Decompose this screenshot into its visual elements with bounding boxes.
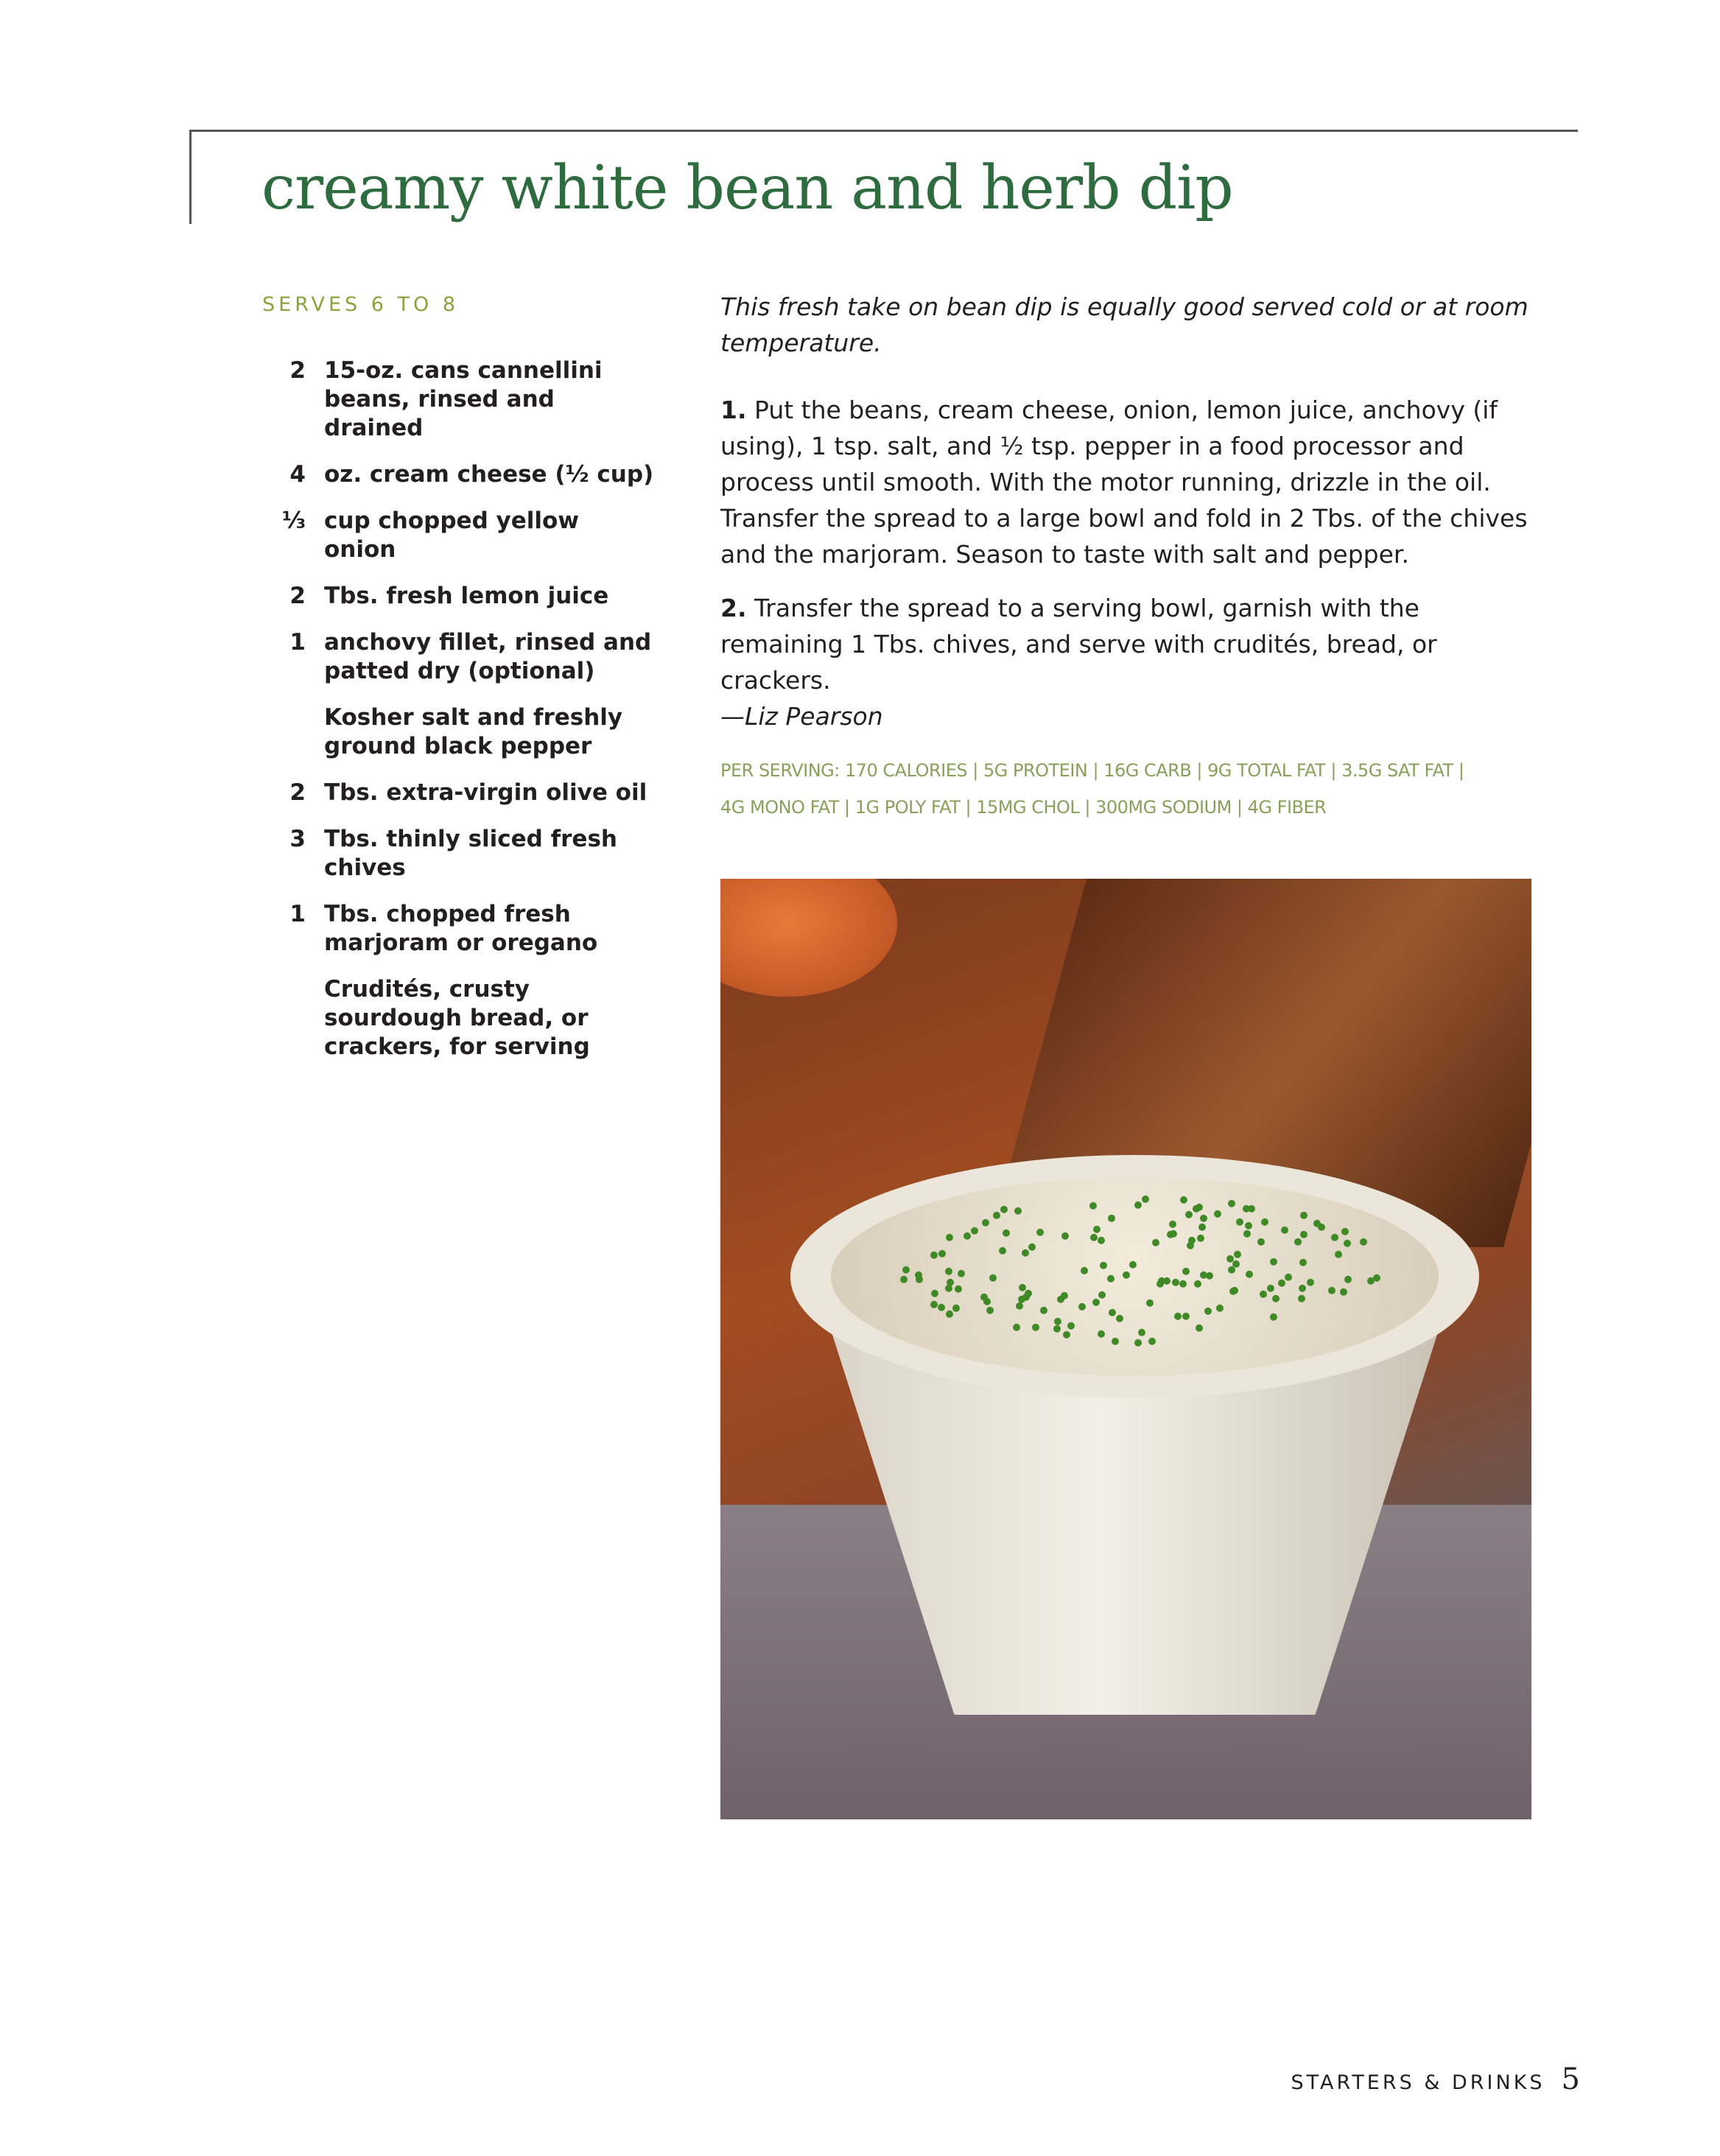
ingredient-text: Tbs. thinly sliced fresh chives (324, 826, 617, 881)
ingredient-text: Tbs. chopped fresh marjoram or oregano (324, 901, 598, 956)
nutrition-info: PER SERVING: 170 CALORIES | 5G PROTEIN | 16G CARB | 9G TOTAL FAT | 3.5G SAT FAT | 4G MONO FAT | 1G POLY FAT | 15MG CHOL | 300MG SODIUM | 4G FIBER (720, 760, 1464, 818)
ingredient-item (273, 628, 656, 686)
author: —Liz Pearson (720, 702, 883, 731)
ingredient-qty (273, 703, 306, 761)
ingredient-qty: 3 (289, 826, 306, 852)
ingredient-item (273, 582, 656, 611)
ingredient-item (273, 703, 656, 761)
ingredient-text: cup chopped yellow onion (324, 508, 579, 563)
ingredient-qty: 2 (289, 583, 306, 609)
intro-text: This fresh take on bean dip is equally good served cold or at room temperature. (720, 292, 1528, 357)
ingredient-item (273, 975, 656, 1061)
ingredient-text: oz. cream cheese (½ cup) (324, 461, 654, 488)
ingredient-text: Tbs. fresh lemon juice (324, 583, 609, 609)
dip-photo (720, 879, 1531, 1819)
ingredient-text: Tbs. extra-virgin olive oil (324, 779, 647, 806)
left-rule (189, 130, 192, 224)
ingredient-text: 15-oz. cans cannellini beans, rinsed and drained (324, 357, 603, 441)
ingredient-qty: 2 (289, 357, 306, 384)
ingredient-item (273, 507, 656, 564)
ingredient-item (273, 900, 656, 958)
ingredient-list (273, 357, 656, 1079)
page-number: 5 (1561, 2062, 1580, 2096)
ingredient-qty (273, 975, 306, 1061)
ingredient-qty: 1 (289, 629, 306, 656)
section-name: STARTERS & DRINKS (1291, 2071, 1545, 2094)
recipe-title: creamy white bean and herb dip (261, 153, 1233, 223)
ingredient-item (273, 460, 656, 489)
step-2: 2. Transfer the spread to a serving bowl, garnish with the remaining 1 Tbs. chives, and serve with crudités, bread, or crackers. —Liz Pearson (720, 590, 1538, 734)
ingredient-qty: 1 (289, 901, 306, 927)
ingredient-qty: ⅓ (281, 508, 306, 534)
ingredient-qty: 4 (289, 461, 306, 488)
ingredient-text: Kosher salt and freshly ground black pepper (324, 704, 623, 759)
ingredient-item (273, 357, 656, 443)
ingredient-text: anchovy fillet, rinsed and patted dry (optional) (324, 629, 652, 684)
top-rule (189, 130, 1578, 132)
step-1: 1. Put the beans, cream cheese, onion, lemon juice, anchovy (if using), 1 tsp. salt, and ½ tsp. pepper in a food processor and process until smooth. With the motor running, drizzle in the oil. Transfer the spread to a large bowl and fold in 2 Tbs. of the chives and the marjoram. Season to taste with salt and pepper. (720, 396, 1528, 569)
method-column (720, 289, 1538, 826)
serves-label: SERVES 6 TO 8 (262, 293, 459, 316)
ingredient-item (273, 825, 656, 882)
ingredient-item (273, 779, 656, 807)
ingredient-text: Crudités, crusty sourdough bread, or crackers, for serving (324, 976, 590, 1060)
ingredient-qty: 2 (289, 779, 306, 806)
page-footer (1291, 2062, 1580, 2096)
